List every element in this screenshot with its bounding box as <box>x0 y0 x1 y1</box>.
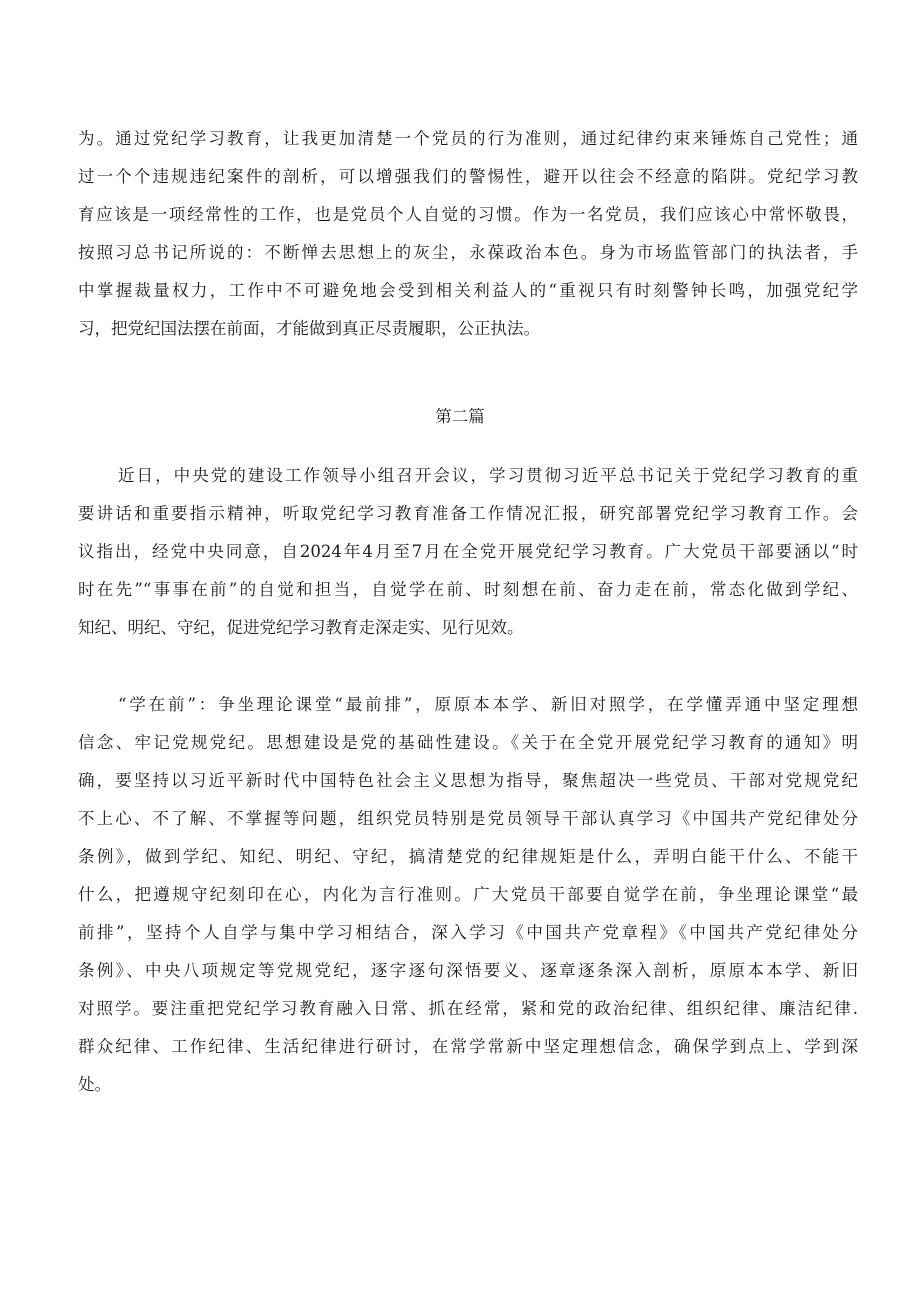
paragraph-line: 近日，中央党的建设工作领导小组召开会议，学习贯彻习近平总书记关于党纪学习教育的重 <box>118 466 858 485</box>
paragraph-line: 对照学。要注重把党纪学习教育融入日常、抓在经常，紧和党的政治纪律、组织纪律、廉洁纪律. <box>78 999 858 1018</box>
paragraph-line: 按照习总书记所说的：不断惮去思想上的灰尘，永葆政治本色。身为市场监管部门的执法者，手 <box>78 243 858 262</box>
paragraph-line: 条例》，做到学纪、知纪、明纪、守纪，搞清楚党的纪律规矩是什么，弄明白能干什么、不能干 <box>78 847 858 866</box>
paragraph-2 <box>78 457 858 647</box>
paragraph-line: 什么，把遵规守纪刻印在心，内化为言行准则。广大党员干部要自觉学在前，争坐理论课堂“最 <box>78 885 858 904</box>
paragraph-line: 过一个个违规违纪案件的剖析，可以增强我们的警惕性，避开以往会不经意的陷阱。党纪学习教 <box>78 167 858 186</box>
paragraph-line: 知纪、明纪、守纪，促进党纪学习教育走深走实、见行见效。 <box>78 618 524 637</box>
paragraph-line: 育应该是一项经常性的工作，也是党员个人自觉的习惯。作为一名党员，我们应该心中常怀敬畏， <box>78 205 858 224</box>
section-heading: 第二篇 <box>435 407 485 426</box>
paragraph-line: 群众纪律、工作纪律、生活纪律进行研讨，在常学常新中坚定理想信念，确保学到点上、学到深 <box>78 1037 858 1056</box>
paragraph-line: 议指出，经党中央同意，自2024年4月至7月在全党开展党纪学习教育。广大党员干部要涵以“时 <box>78 542 858 561</box>
paragraph-line: 条例》、中央八项规定等党规党纪，逐字逐句深悟要义、逐章逐条深入剖析，原原本本学、新旧 <box>78 961 858 980</box>
paragraph-line: 处。 <box>78 1075 111 1094</box>
paragraph-line: 确，要坚持以习近平新时代中国特色社会主义思想为指导，聚焦超决一些党员、干部对党规党纪 <box>78 771 858 790</box>
paragraph-3 <box>78 686 858 1104</box>
paragraph-line: 不上心、不了解、不掌握等问题，组织党员特别是党员领导干部认真学习《中国共产党纪律处分 <box>78 809 858 828</box>
paragraph-line: 中掌握裁量权力，工作中不可避免地会受到相关利益人的“重视只有时刻警钟长鸣，加强党纪学 <box>78 281 858 300</box>
paragraph-line: 为。通过党纪学习教育，让我更加清楚一个党员的行为准则，通过纪律约束来锤炼自己党性；通 <box>78 129 858 148</box>
paragraph-line: “学在前”：争坐理论课堂“最前排”，原原本本学、新旧对照学，在学懂弄通中坚定理想 <box>118 695 858 714</box>
paragraph-line: 习，把党纪国法摆在前面，才能做到真正尽责履职，公正执法。 <box>78 319 540 338</box>
paragraph-line: 时在先”“事事在前”的自觉和担当，自觉学在前、时刻想在前、奋力走在前，常态化做到学纪、 <box>78 580 858 599</box>
paragraph-line: 信念、牢记党规党纪。思想建设是党的基础性建设。《关于在全党开展党纪学习教育的通知》明 <box>78 733 858 752</box>
paragraph-1 <box>78 120 858 348</box>
paragraph-line: 要讲话和重要指示精神，听取党纪学习教育准备工作情况汇报，研究部署党纪学习教育工作。会 <box>78 504 858 523</box>
paragraph-line: 前排”，坚持个人自学与集中学习相结合，深入学习《中国共产党章程》《中国共产党纪律处分 <box>78 923 858 942</box>
